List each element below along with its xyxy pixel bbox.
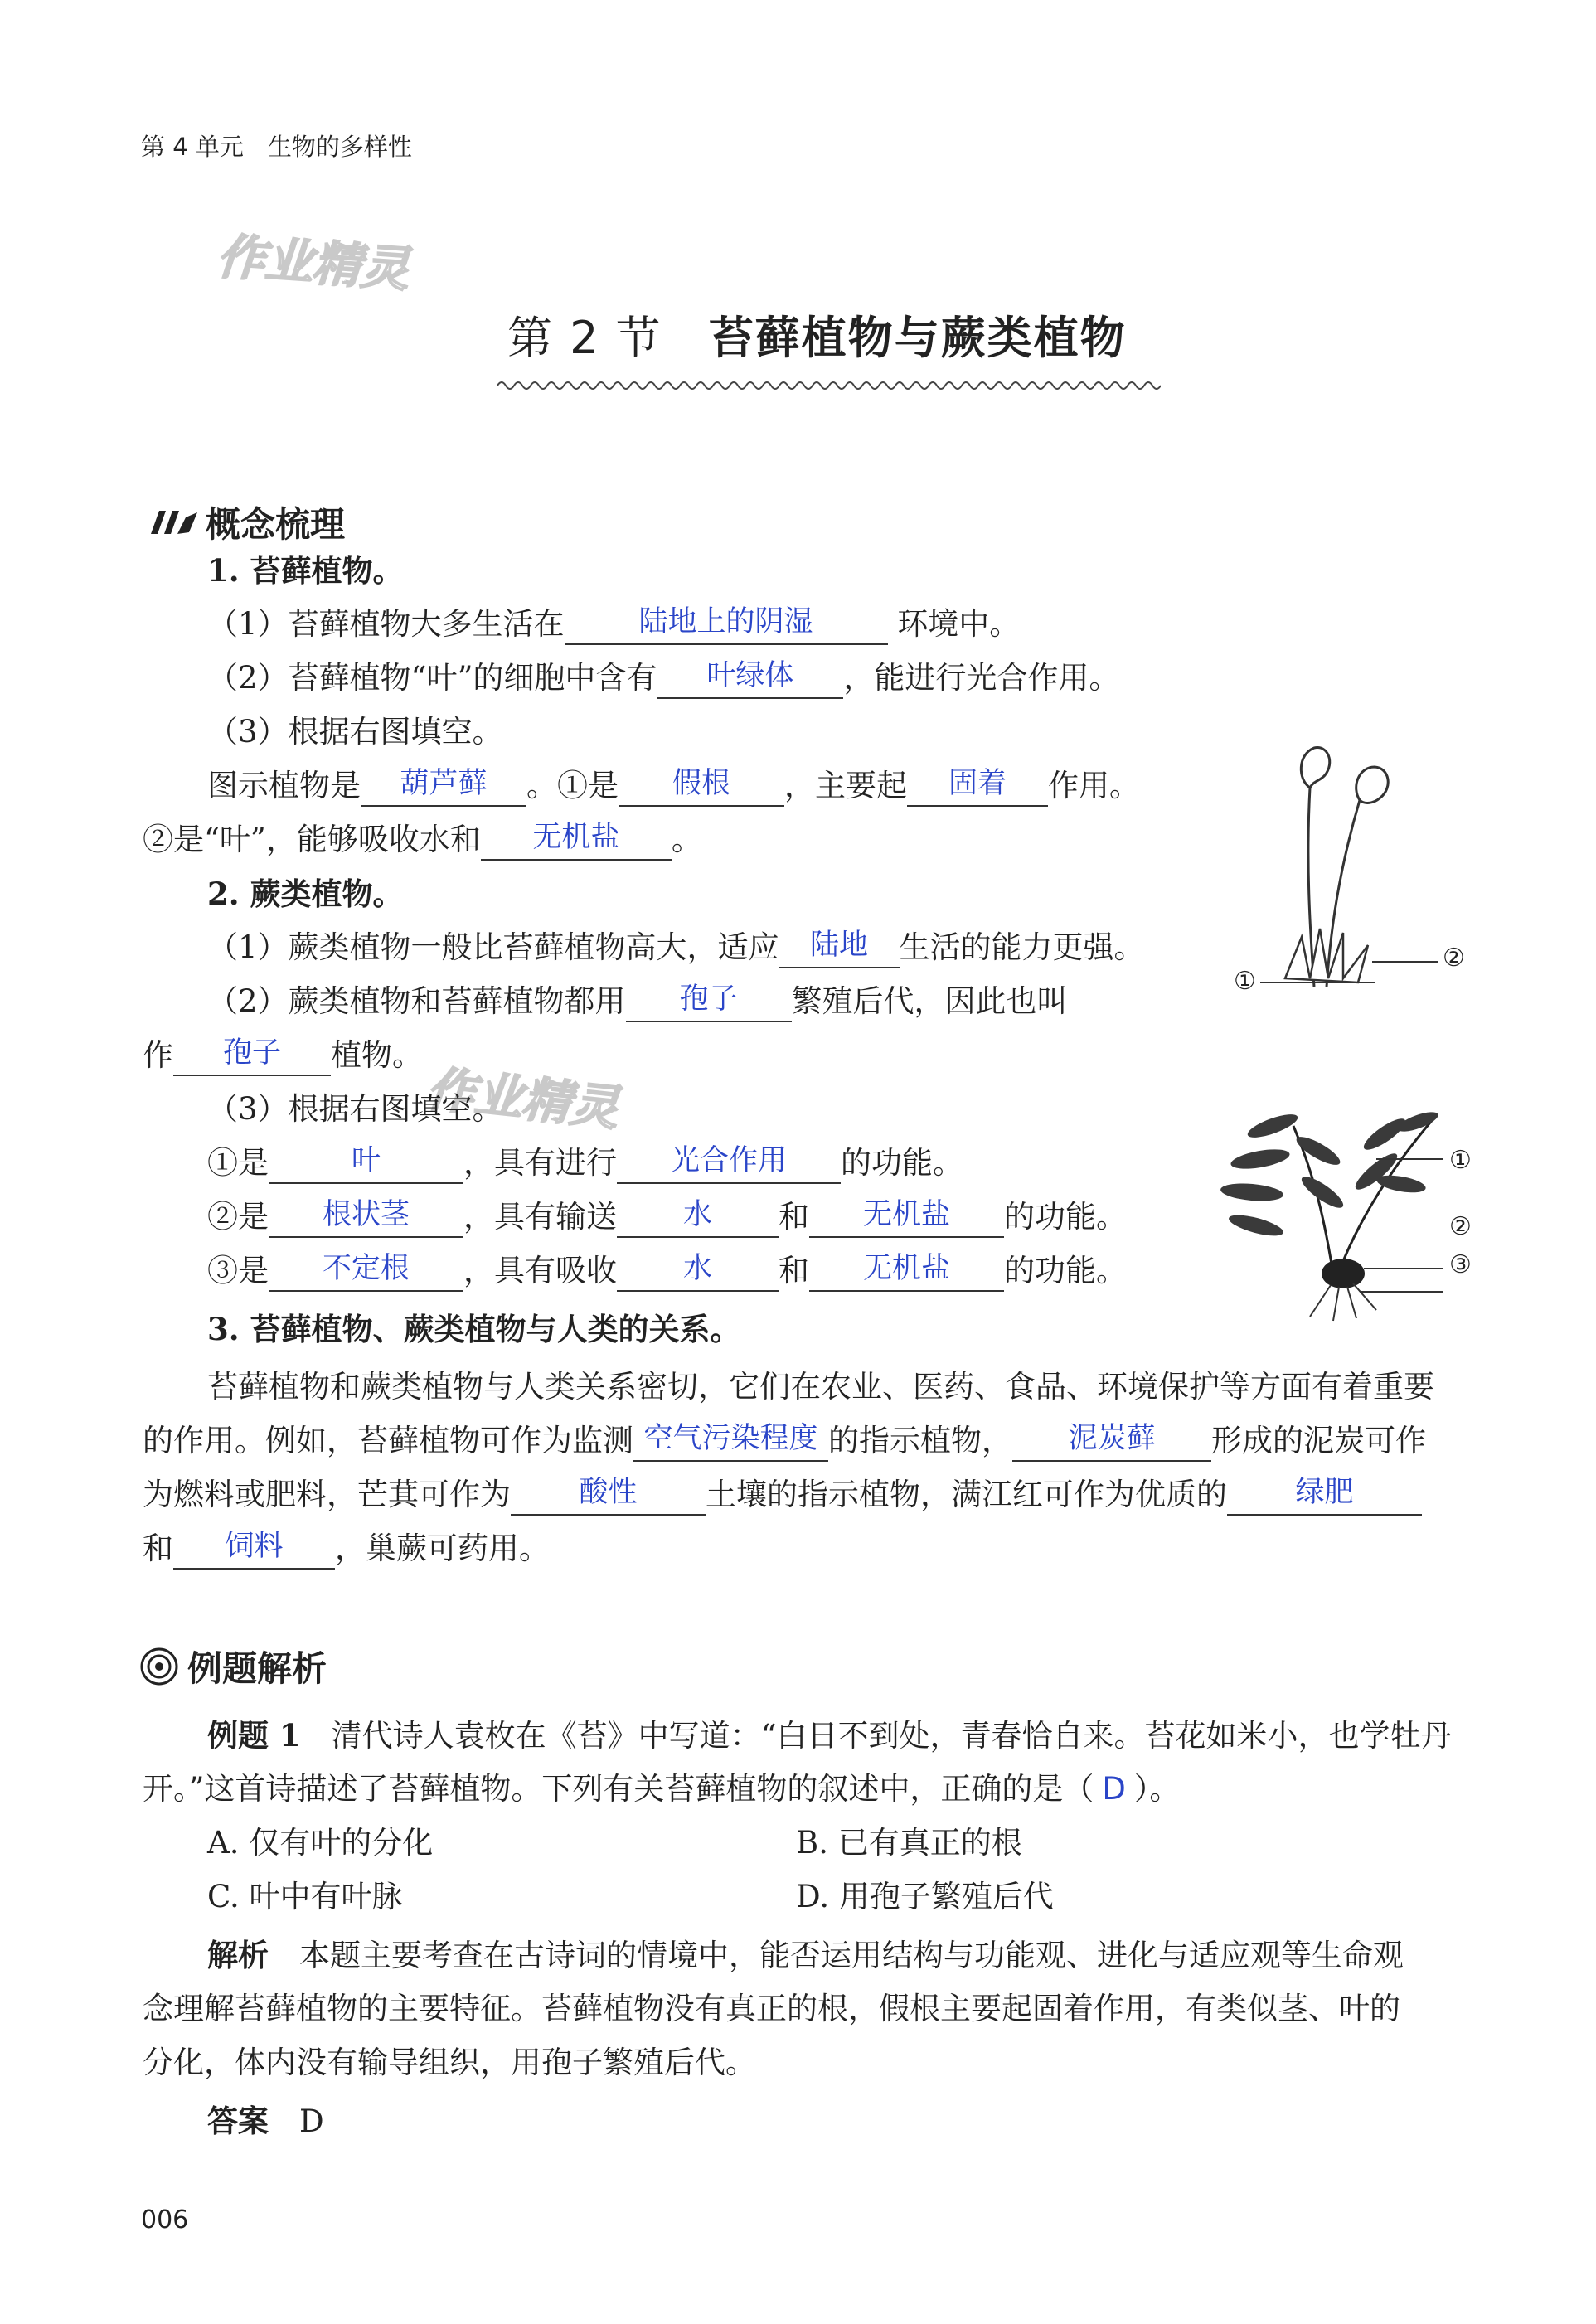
pen-strokes-icon bbox=[148, 507, 199, 537]
page-number: 006 bbox=[141, 2205, 189, 2234]
answer-blank: 孢子 bbox=[626, 984, 792, 1022]
item-2-title: 2. 蕨类植物。 bbox=[207, 876, 404, 912]
item-1-4: 图示植物是 葫芦藓 。①是 假根 ，主要起 固着 作用。 bbox=[207, 765, 1140, 810]
answer-blank: 水 bbox=[617, 1200, 779, 1238]
chosen-answer: D bbox=[1102, 1771, 1126, 1807]
item-2-2: （2）蕨类植物和苔藓植物都用 孢子 繁殖后代，因此也叫 bbox=[207, 981, 1068, 1026]
analysis-line-1: 解析 本题主要考查在古诗词的情境中，能否运用结构与功能观、进化与适应观等生命观 bbox=[207, 1937, 1404, 1973]
option-a: A. 仅有叶的分化 bbox=[207, 1825, 434, 1861]
section-title bbox=[507, 303, 1127, 366]
section-name: 苔藓植物与蕨类植物 bbox=[708, 312, 1127, 364]
target-circle-icon bbox=[139, 1647, 179, 1686]
answer-blank: 水 bbox=[617, 1254, 779, 1292]
item-1-title: 1. 苔藓植物。 bbox=[207, 552, 404, 589]
fern-label-3: ③ bbox=[1449, 1250, 1472, 1279]
answer-blank: 不定根 bbox=[269, 1254, 463, 1292]
answer-blank: 葫芦藓 bbox=[361, 769, 526, 807]
item-1-2: （2）苔藓植物“叶”的细胞中含有 叶绿体 ，能进行光合作用。 bbox=[207, 657, 1119, 702]
fern-label-2: ② bbox=[1449, 1212, 1472, 1241]
answer-blank: 空气污染程度 bbox=[633, 1424, 828, 1462]
answer-blank: 固着 bbox=[907, 769, 1048, 807]
moss-label-2: ② bbox=[1443, 944, 1465, 973]
answer-blank: 无机盐 bbox=[809, 1200, 1004, 1238]
option-c: C. 叶中有叶脉 bbox=[207, 1879, 403, 1914]
answer-blank: 陆地上的阴湿 bbox=[565, 607, 888, 645]
item-2-3: 作 孢子 植物。 bbox=[143, 1035, 423, 1080]
example-heading: 例题解析 bbox=[139, 1642, 327, 1691]
answer-blank: 陆地 bbox=[779, 930, 900, 968]
fern-label-1: ① bbox=[1449, 1146, 1472, 1175]
answer-blank: 孢子 bbox=[173, 1038, 331, 1076]
moss-illustration bbox=[1227, 730, 1476, 1012]
answer-line: 答案 D bbox=[207, 2103, 324, 2139]
watermark-middle: 作业精灵 bbox=[424, 1060, 622, 1137]
watermark-top: 作业精灵 bbox=[215, 227, 411, 298]
item-1-5: ②是“叶”，能够吸收水和 无机盐 。 bbox=[143, 819, 702, 864]
concepts-heading: 概念梳理 bbox=[148, 497, 345, 547]
answer-blank: 根状茎 bbox=[269, 1200, 463, 1238]
item-2-4: （3）根据右图填空。 bbox=[207, 1091, 503, 1127]
moss-label-1: ① bbox=[1234, 967, 1256, 996]
fern-illustration bbox=[1194, 1093, 1476, 1325]
item-3-line-2: 的作用。例如，苔藓植物可作为监测 空气污染程度 的指示植物， 泥炭藓 形成的泥炭可作 bbox=[143, 1420, 1426, 1465]
item-3-line-3: 为燃料或肥料，芒萁可作为 酸性 土壤的指示植物，满江红可作为优质的 绿肥 bbox=[143, 1474, 1422, 1519]
analysis-line-2: 念理解苔藓植物的主要特征。苔藓植物没有真正的根，假根主要起固着作用，有类似茎、叶的 bbox=[143, 1991, 1400, 2026]
example-question-line-2: 开。”这首诗描述了苔藓植物。下列有关苔藓植物的叙述中，正确的是（ D ）。 bbox=[143, 1771, 1181, 1807]
answer-blank: 假根 bbox=[619, 769, 784, 807]
item-2-6: ②是 根状茎 ，具有输送 水 和 无机盐 的功能。 bbox=[207, 1196, 1127, 1241]
item-3-line-4: 和 饲料 ，巢蕨可药用。 bbox=[143, 1528, 550, 1573]
answer-blank: 光合作用 bbox=[617, 1146, 841, 1184]
item-1-3: （3）根据右图填空。 bbox=[207, 714, 503, 750]
analysis-line-3: 分化，体内没有输导组织，用孢子繁殖后代。 bbox=[143, 2045, 756, 2080]
answer-blank: 无机盐 bbox=[809, 1254, 1004, 1292]
unit-header: 第 4 单元 生物的多样性 bbox=[141, 133, 412, 161]
item-3-line-1: 苔藓植物和蕨类植物与人类关系密切，它们在农业、医药、食品、环境保护等方面有着重要 bbox=[207, 1369, 1434, 1405]
title-wave-divider bbox=[497, 377, 1161, 394]
answer-blank: 叶 bbox=[269, 1146, 463, 1184]
answer-blank: 饲料 bbox=[173, 1531, 335, 1570]
example-question-line-1: 例题 1 清代诗人袁枚在《苔》中写道：“白日不到处，青春恰自来。苔花如米小，也学牡丹 bbox=[207, 1717, 1452, 1754]
answer-blank: 叶绿体 bbox=[657, 661, 843, 699]
answer-blank: 酸性 bbox=[511, 1477, 706, 1516]
answer-blank: 绿肥 bbox=[1227, 1477, 1422, 1516]
answer-blank: 泥炭藓 bbox=[1012, 1424, 1211, 1462]
section-number: 第 2 节 bbox=[507, 312, 662, 364]
item-2-5: ①是 叶 ，具有进行 光合作用 的功能。 bbox=[207, 1143, 963, 1187]
item-3-title: 3. 苔藓植物、蕨类植物与人类的关系。 bbox=[207, 1311, 741, 1347]
answer-blank: 无机盐 bbox=[481, 822, 672, 861]
option-b: B. 已有真正的根 bbox=[796, 1825, 1022, 1861]
item-1-1: （1）苔藓植物大多生活在 陆地上的阴湿 环境中。 bbox=[207, 604, 1020, 648]
item-2-1: （1）蕨类植物一般比苔藓植物高大，适应 陆地 生活的能力更强。 bbox=[207, 927, 1145, 972]
item-2-7: ③是 不定根 ，具有吸收 水 和 无机盐 的功能。 bbox=[207, 1250, 1127, 1295]
option-d: D. 用孢子繁殖后代 bbox=[796, 1879, 1054, 1914]
